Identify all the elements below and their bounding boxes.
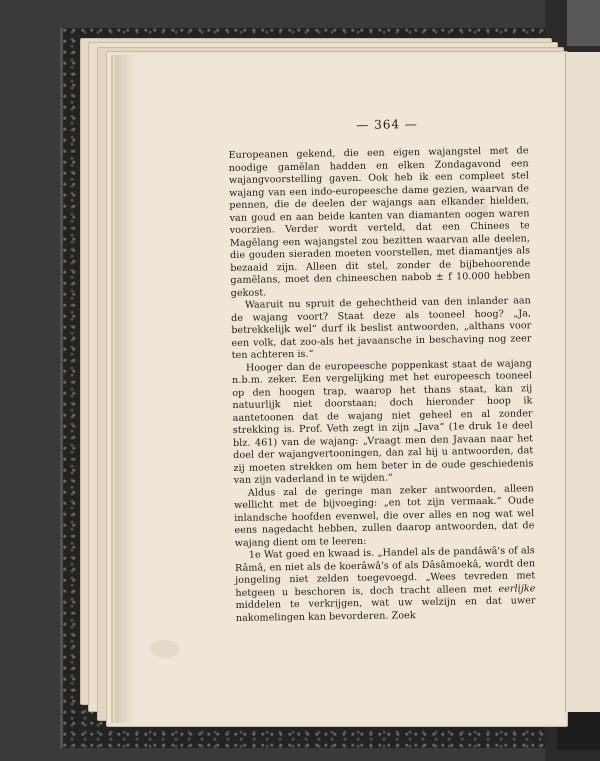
paragraph-1: Europeanen gekend, die een eigen wajangstel met de noodige gamĕlan hadden en elken Zondagavond een wajangvoorstelling gaven. Ook heb ik een compleet stel wajang van een indo-europeesche dame gezien, waarvan de pennen, die de deelen der wajangs aan elkander hielden, van goud en aan beide kanten van diamanten oogen waren voorzien. Verder wordt verteld, dat een Chinees te Magĕlang een wajangstel zou bezitten waarvan alle deelen, die gouden sieraden moeten voorstellen, met diamantjes als bezaaid zijn. Alleen dit stel, zonder de bijbehoorende gamĕlans, moet den chineeschen nabob ± f 10.000 hebben gekost. (228, 145, 531, 299)
paragraph-5 (235, 545, 536, 625)
facing-page-edge (565, 52, 600, 712)
paragraph-5-start: 1e Wat goed en kwaad is. „Handel als de pandâwâ's of als Râmâ, en niet als de koerâwâ's of als Dâsâmoekâ, wordt den jongeling niet zelden toegevoegd. „Wees tevreden met hetgeen u beschoren is, doch tracht alleen met (234, 545, 536, 599)
paragraph-3: Hooger dan de europeesche poppenkast staat de wajang n.b.m. zeker. Een vergelijking met het europeesch tooneel op den hoogen trap, waarop het thans staat, kan zij natuurlijk niet doorstaan; doch hieronder hoop ik aantetoonen dat de wajang niet geheel en al zonder strekking is. Prof. Veth zegt in zijn „Java“ (1e druk 1e deel blz. 461) van de wajang: „Vraagt men den Javaan naar het doel der wajangvertooningen, dan zal hij u antwoorden, dat zij moeten strekken om hem beter in de oude geschiedenis van zijn vaderland in te wijden.“ (232, 357, 534, 486)
paragraph-5-end: middelen te verkrijgen, wat uw welzijn en dat uwer nakomelingen kan bevorderen. Zoek (235, 595, 536, 624)
paragraph-4: Aldus zal de geringe man zeker antwoorden, alleen wellicht met de bijvoeging: „en tot zijn vermaak.“ Oude inlandsche hoofden evenwel, die over alles en nog wat wel eens nagedacht hebben, zullen daarop antwoorden, dat de wajang dient om te leeren: (233, 482, 535, 549)
page-text-block (228, 115, 536, 625)
page-gutter-shadow (117, 55, 137, 723)
italic-word: eerlijke (498, 582, 536, 595)
binding-tab-top (567, 0, 600, 46)
paragraph-2: Waaruit nu spruit de gehechtheid van den inlander aan de wajang voort? Staat deze als tooneel hoog? „Ja, betrekkelijk wel“ durf ik beslist antwoorden, „althans voor een volk, dat zoo-als het javaansche in beschaving nog zeer ten achteren is.“ (231, 295, 532, 361)
paper-stain (150, 640, 180, 658)
page-number: — 364 — (356, 117, 418, 132)
